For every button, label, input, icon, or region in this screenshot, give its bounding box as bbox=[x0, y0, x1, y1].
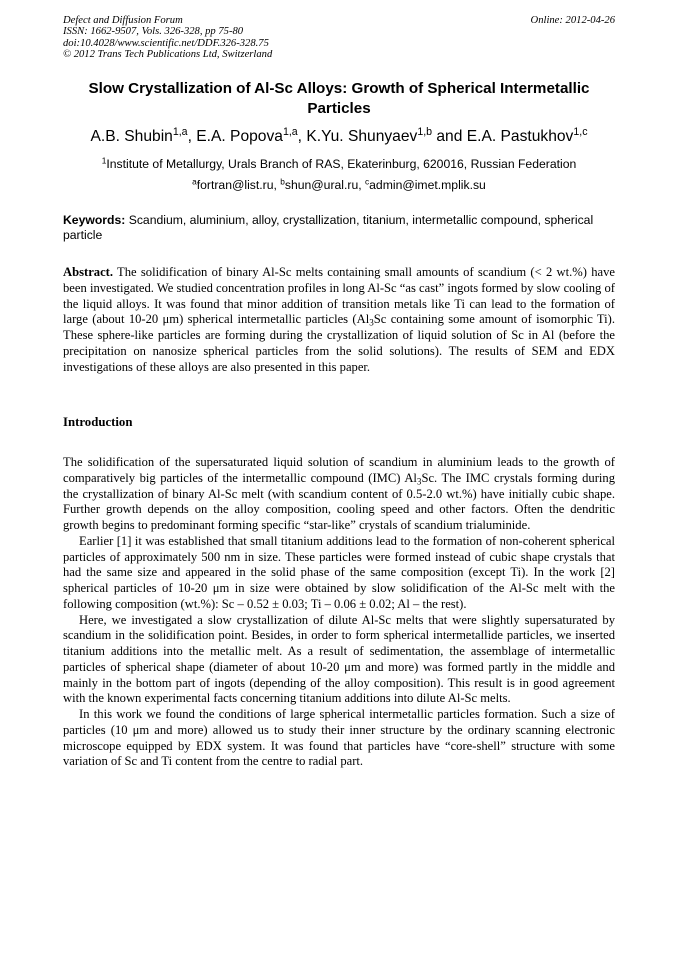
author-separator: and bbox=[432, 128, 467, 145]
author-affiliation-mark: 1,c bbox=[573, 126, 588, 139]
abstract-text: The solidification of binary Al-Sc melts containing small amounts of scandium (< 2 wt.%) have been investigated. We studied concentration profiles in long Al-Sc “as cast” ingots formed by slow cooling of the liquid alloys. It was found that minor addition of transition metals like Ti can lead to the formation of large (about 10-20 μm) spherical intermetallic particles (Al bbox=[63, 265, 615, 327]
author-name: E.A. Pastukhov bbox=[466, 128, 574, 145]
journal-header bbox=[63, 15, 272, 61]
issn-line: ISSN: 1662-9507, Vols. 326-328, pp 75-80 bbox=[63, 26, 244, 38]
keywords-text: Scandium, aluminium, alloy, crystallization, titanium, intermetallic compound, spherical particle bbox=[63, 213, 594, 243]
author-affiliation-mark: 1,a bbox=[172, 126, 188, 139]
email-separator: , bbox=[358, 178, 366, 192]
author-affiliation-mark: 1,a bbox=[282, 126, 298, 139]
affiliation-text: Institute of Metallurgy, Urals Branch of RAS, Ekaterinburg, 620016, Russian Federation bbox=[106, 157, 577, 171]
online-date: Online: 2012-04-26 bbox=[530, 15, 615, 26]
paragraph bbox=[63, 455, 615, 534]
email-list bbox=[40, 178, 638, 193]
author-name: A.B. Shubin bbox=[90, 128, 173, 145]
author-list bbox=[40, 127, 638, 147]
keywords-label: Keywords: bbox=[63, 213, 126, 227]
email-address[interactable]: admin@imet.mplik.su bbox=[369, 178, 486, 192]
author-separator: , bbox=[297, 128, 307, 145]
abstract-label: Abstract. bbox=[63, 265, 114, 279]
abstract-block bbox=[63, 265, 615, 375]
email-address[interactable]: fortran@list.ru bbox=[196, 178, 274, 192]
author-name: E.A. Popova bbox=[196, 128, 283, 145]
email-mark: a bbox=[192, 176, 197, 187]
journal-name: Defect and Diffusion Forum bbox=[63, 15, 183, 26]
email-mark: c bbox=[365, 176, 370, 187]
email-address[interactable]: shun@ural.ru bbox=[284, 178, 359, 192]
email-separator: , bbox=[273, 178, 281, 192]
doi-line: doi:10.4028/www.scientific.net/DDF.326-328.75 bbox=[63, 37, 269, 49]
paragraph: In this work we found the conditions of large spherical intermetallic particles formation. Such a size of particles (10 μm and more) allowed us to study their inner structure by the ordinary scanning electronic microscope equipped by EDX system. It was found that particles have “core-shell” structure with some variation of Sc and Ti content from the centre to radial part. bbox=[63, 707, 615, 769]
section-heading: Introduction bbox=[63, 415, 133, 429]
copyright-line: © 2012 Trans Tech Publications Ltd, Switzerland bbox=[63, 49, 273, 61]
email-mark: b bbox=[280, 176, 285, 187]
affiliation bbox=[40, 157, 638, 172]
keywords-block bbox=[63, 213, 615, 244]
paper-title: Slow Crystallization of Al-Sc Alloys: Growth of Spherical Intermetallic Particles bbox=[88, 80, 590, 117]
abstract-text: Sc containing some amount of isomorphic Ti). These sphere-like particles are forming during the crystallization of liquid solution of Sc in Al (before the precipitation on nanosize spherical particles from the solid solutions). The results of SEM and EDX investigations of these alloys are also presented in this paper. bbox=[63, 312, 615, 374]
paragraph: Here, we investigated a slow crystallization of dilute Al-Sc melts that were slightly supersaturated by scandium in the solidification point. Besides, in order to form spherical intermetallide particles, we inserted titanium additions into the metallic melt. As a result of sedimentation, the assemblage of intermetallic particles of spherical shape (diameter of about 10-20 μm and more) was formed partly in the middle and mainly in the bottom part of ingots (depending of the alloy composition). This result is in good agreement with the known experimental facts concerning titanium additions into dilute Al-Sc melts. bbox=[63, 612, 615, 706]
abstract-subscript: 3 bbox=[369, 317, 374, 328]
introduction-body bbox=[63, 455, 615, 770]
paragraph: Earlier [1] it was established that small titanium additions lead to the formation of non-coherent spherical particles of approximately 500 nm in size. These particles were formed instead of cubic shape crystals that had the same size and appeared in the solid phase of the same composition (except Ti). In the work [2] spherical particles of 10-20 μm in size were obtained by slow solidification of the Al-Sc melt with the following composition (wt.%): Sc – 0.52 ± 0.03; Ti – 0.06 ± 0.02; Al – the rest). bbox=[63, 533, 615, 611]
affiliation-mark: 1 bbox=[101, 155, 107, 166]
paragraph-subscript: 3 bbox=[416, 476, 422, 487]
paragraph-text: Sc. The IMC crystals forming during the crystallization of binary Al-Sc melt (with scandium content of 0.5-2.0 wt.%) have initially cubic shape. Further growth depends on the alloy composition, cooling speed and other factors. Often the dendritic growth begins to predominant forming specific “star-like” crystals of scandium trialuminide. bbox=[63, 470, 615, 532]
author-separator: , bbox=[187, 128, 197, 145]
paragraph-text: The solidification of the supersaturated liquid solution of scandium in aluminium leads to the growth of comparatively big particles of the intermetallic compound (IMC) Al bbox=[63, 455, 615, 485]
author-name: K.Yu. Shunyaev bbox=[306, 128, 418, 145]
author-affiliation-mark: 1,b bbox=[417, 126, 433, 139]
